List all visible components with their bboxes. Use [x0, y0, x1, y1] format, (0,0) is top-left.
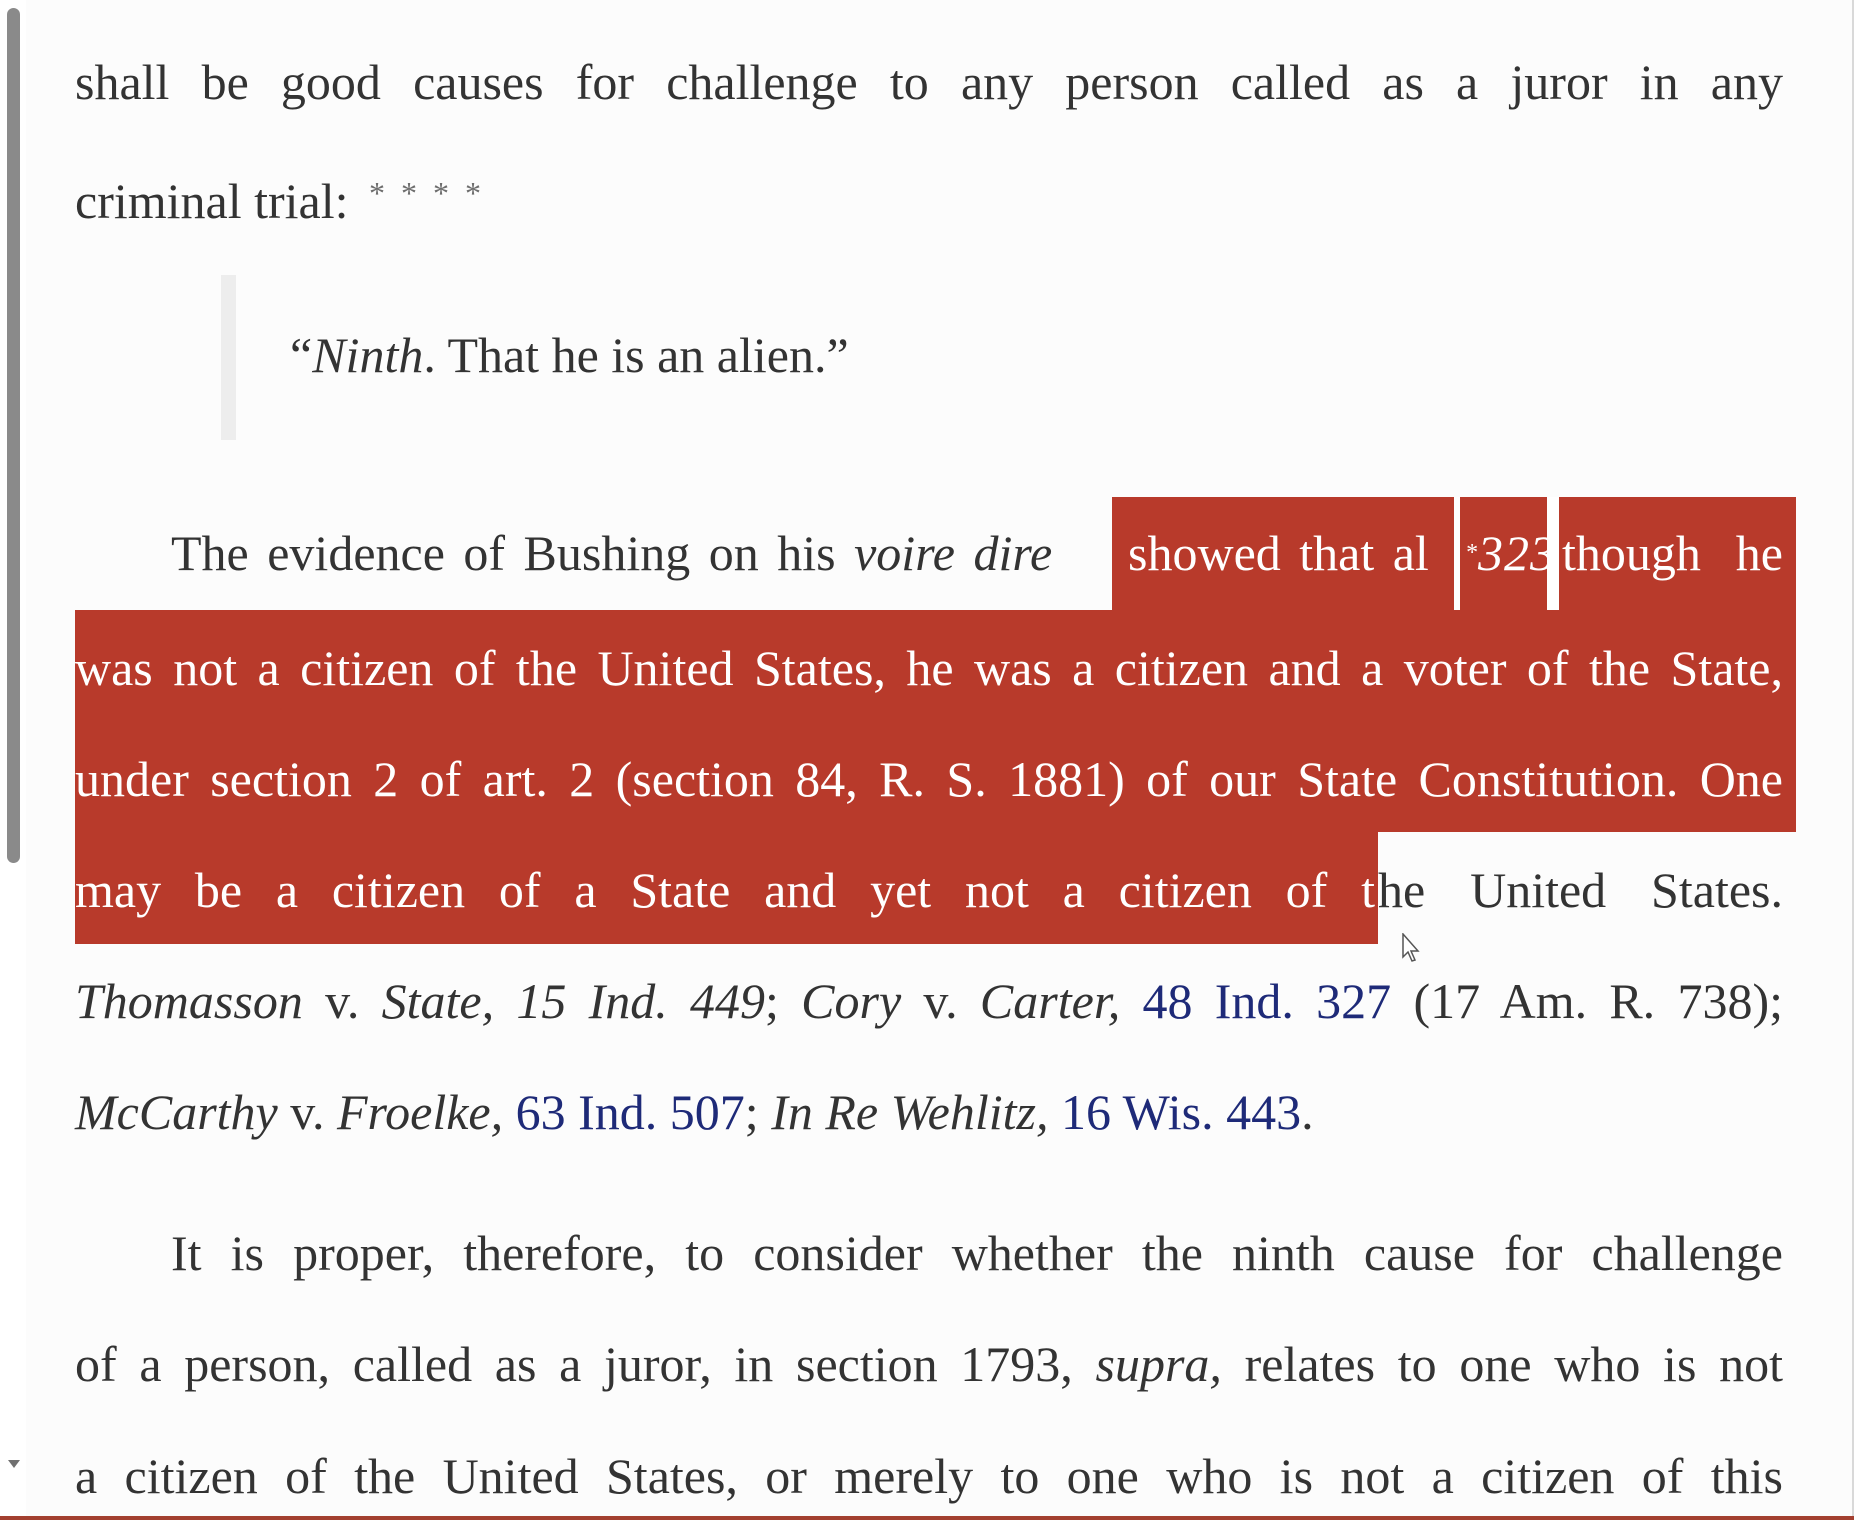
case-name: Thomasson [75, 973, 303, 1029]
supra-italic: supra, [1095, 1336, 1222, 1392]
paragraph-line [75, 163, 1783, 229]
page-marker: *323 [1465, 525, 1556, 581]
highlighted-text[interactable]: may be a citizen of a State and yet not a citizen of t [75, 862, 1375, 918]
case-name: In Re Wehlitz, [771, 1084, 1049, 1140]
paragraph-line: It is proper, therefore, to consider whether the ninth cause for challenge [171, 1225, 1783, 1281]
case-name: State, 15 Ind. 449 [381, 973, 765, 1029]
omission-asterisks: * * * * [369, 175, 486, 211]
paragraph-line [0, 523, 1854, 583]
paragraph-line: of a person, called as a juror, in section 1793, supra, relates to one who is not [75, 1336, 1783, 1392]
blockquote [290, 325, 849, 385]
blockquote-bar [221, 275, 236, 440]
case-name: Carter, [979, 973, 1121, 1029]
paragraph-line: shall be good causes for challenge to any person called as a juror in any [75, 54, 1783, 110]
open-quote: “ [290, 327, 313, 383]
blockquote-text: . That he is an alien.” [423, 327, 849, 383]
page-bottom-border [0, 1516, 1854, 1520]
highlighted-line[interactable]: was not a citizen of the United States, he was a citizen and a voter of the State, [75, 640, 1783, 696]
case-name: Cory [801, 973, 902, 1029]
citation-link[interactable]: 63 Ind. 507 [515, 1084, 745, 1140]
scroll-down-arrow-icon[interactable] [8, 1460, 20, 1468]
citation-link[interactable]: 16 Wis. 443 [1060, 1084, 1302, 1140]
case-name: McCarthy [75, 1084, 278, 1140]
highlighted-line[interactable]: under section 2 of art. 2 (section 84, R. S. 1881) of our State Constitution. One [75, 751, 1783, 807]
line-text: he United States. [1378, 862, 1783, 918]
paragraph-line: a citizen of the United States, or merely to one who is not a citizen of this [75, 1448, 1783, 1504]
line-text: criminal trial: [75, 173, 349, 229]
scrollbar-thumb[interactable] [7, 8, 20, 863]
highlighted-text[interactable]: showed that al [1128, 525, 1429, 581]
voire-dire-italic: voire dire [854, 525, 1053, 581]
citation-line: McCarthy v. Froelke, 63 Ind. 507; In Re Wehlitz, 16 Wis. 443. [75, 1084, 1314, 1140]
citation-line: Thomasson v. State, 15 Ind. 449; Cory v. Carter, 48 Ind. 327 (17 Am. R. 738); [75, 973, 1783, 1029]
highlighted-text[interactable]: though he [1562, 525, 1783, 581]
blockquote-label: Ninth [312, 327, 424, 383]
mouse-cursor-icon [1402, 933, 1420, 963]
case-name: Froelke, [337, 1084, 504, 1140]
citation-link[interactable]: 48 Ind. 327 [1142, 973, 1392, 1029]
line-text: The evidence of Bushing on his voire dire [171, 525, 1053, 581]
paragraph-line [0, 860, 1854, 920]
vertical-scrollbar[interactable] [0, 0, 26, 1520]
